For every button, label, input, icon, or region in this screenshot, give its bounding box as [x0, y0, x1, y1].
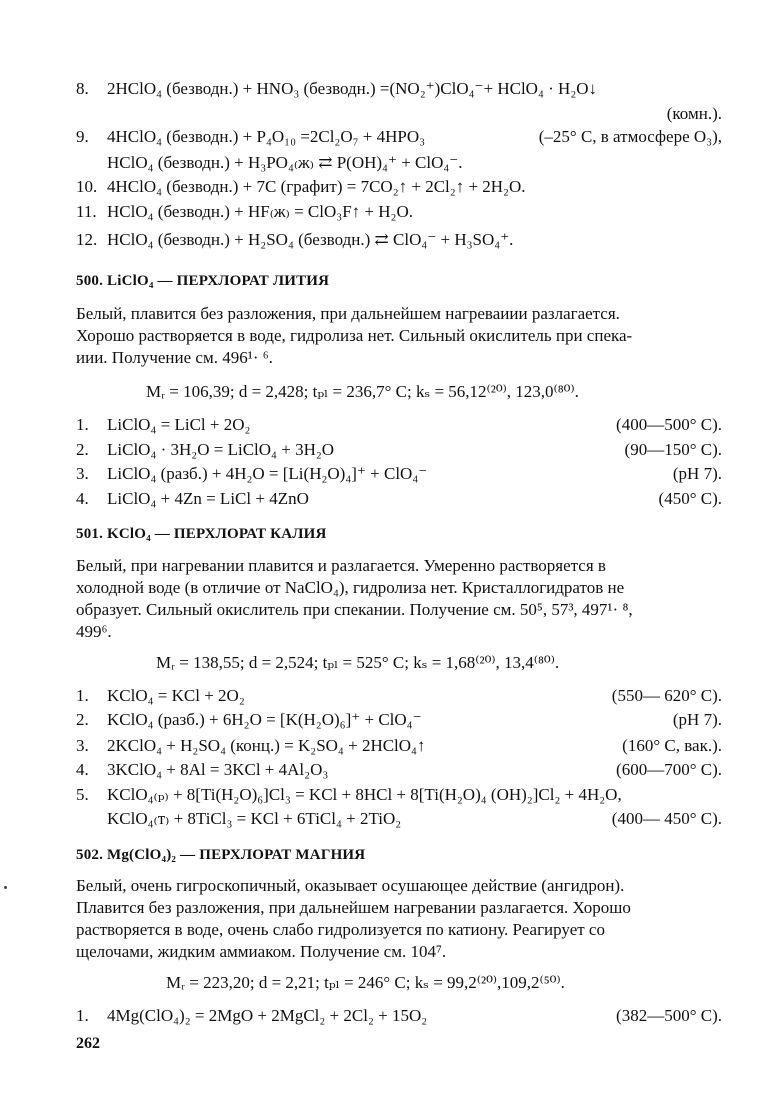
physical-constants: Mᵣ = 223,20; d = 2,21; tₚₗ = 246° C; kₛ = 99,2⁽²⁰⁾,109,2⁽⁵⁰⁾.: [166, 973, 565, 992]
paragraph-line: иии. Получение см. 496¹· ⁶.: [76, 348, 273, 368]
section-paragraph: [76, 875, 724, 963]
paragraph-line: холодной воде (в отличие от NaClO₄), гидролиза нет. Кристаллогидратов не: [76, 578, 625, 598]
scan-speck: [4, 886, 7, 889]
reaction-equation: KClO₄₍ₚ₎ + 8[Ti(H₂O)₆]Cl₃ = KCl + 8HCl + 8[Ti(H₂O)₄ (OH)₂]Cl₂ + 4H₂O,: [107, 785, 622, 804]
page-number: 262: [76, 1035, 100, 1052]
reaction-condition: (комн.).: [666, 104, 722, 123]
reaction-number: 12.: [76, 230, 98, 249]
paragraph-line: Белый, при нагревании плавится и разлагается. Умеренно растворяется в: [76, 556, 606, 575]
reaction-equation: 4HClO₄ (безводн.) + 7C (графит) = 7CO₂↑ + 2Cl₂↑ + 2H₂O.: [107, 177, 526, 196]
reaction-equation: 2KClO₄ + H₂SO₄ (конц.) = K₂SO₄ + 2HClO₄↑: [107, 736, 426, 755]
reaction-number: 2.: [76, 710, 89, 729]
reaction-condition: (400—500° C).: [616, 415, 722, 434]
reaction-equation: KClO₄₍т₎ + 8TiCl₃ = KCl + 6TiCl₄ + 2TiO₂: [107, 809, 402, 828]
section-heading: 502. Mg(ClO₄)₂ — ПЕРХЛОРАТ МАГНИЯ: [76, 847, 366, 863]
reaction-condition: (160° C, вак.).: [622, 736, 722, 755]
reaction-equation: 4Mg(ClO₄)₂ = 2MgO + 2MgCl₂ + 2Cl₂ + 15O₂: [107, 1006, 428, 1025]
section-paragraph: [76, 303, 724, 369]
reaction-condition: (90—150° C).: [624, 440, 722, 459]
reaction-number: 2.: [76, 440, 89, 459]
reaction-equation: LiClO₄ (разб.) + 4H₂O = [Li(H₂O)₄]⁺ + ClO₄⁻: [107, 464, 428, 483]
reaction-condition: (600—700° C).: [616, 760, 722, 779]
paragraph-line: Белый, очень гигроскопичный, оказывает осушающее действие (ангидрон).: [76, 876, 625, 895]
reaction-condition: (–25° C, в атмосфере O₃),: [538, 127, 722, 146]
section-heading: 500. LiClO₄ — ПЕРХЛОРАТ ЛИТИЯ: [76, 273, 330, 289]
reaction-equation: HClO₄ (безводн.) + H₃PO₄₍ж₎ ⇄ P(OH)₄⁺ + ClO₄⁻.: [107, 153, 463, 172]
paragraph-line: 499⁶.: [76, 622, 112, 642]
reaction-condition: (pH 7).: [672, 710, 722, 729]
reaction-condition: (pH 7).: [672, 464, 722, 483]
reaction-equation: 4HClO₄ (безводн.) + P₄O₁₀ =2Cl₂O₇ + 4HPO₃: [107, 127, 426, 146]
paragraph-line: щелочами, жидким аммиаком. Получение см. 104⁷.: [76, 942, 447, 962]
reaction-number: 3.: [76, 736, 89, 755]
reaction-number: 3.: [76, 464, 89, 483]
reaction-number: 9.: [76, 127, 89, 146]
reaction-condition: (400— 450° C).: [611, 809, 722, 828]
reaction-equation: HClO₄ (безводн.) + H₂SO₄ (безводн.) ⇄ ClO₄⁻ + H₃SO₄⁺.: [107, 230, 514, 249]
reaction-equation: 3KClO₄ + 8Al = 3KCl + 4Al₂O₃: [107, 760, 329, 779]
reaction-condition: (550— 620° C).: [611, 686, 722, 705]
reaction-number: 1.: [76, 686, 89, 705]
reaction-number: 8.: [76, 79, 89, 98]
reaction-condition: (450° C).: [658, 489, 722, 508]
reaction-equation: HClO₄ (безводн.) + HF₍ж₎ = ClO₃F↑ + H₂O.: [107, 202, 413, 221]
reaction-number: 11.: [76, 202, 97, 221]
reaction-equation: KClO₄ (разб.) + 6H₂O = [K(H₂O)₆]⁺ + ClO₄⁻: [107, 710, 422, 729]
physical-constants: Mᵣ = 138,55; d = 2,524; tₚₗ = 525° C; kₛ = 1,68⁽²⁰⁾, 13,4⁽⁸⁰⁾.: [156, 653, 560, 672]
paragraph-line: образует. Сильный окислитель при спекании. Получение см. 50⁵, 57³, 497¹· ⁸,: [76, 600, 633, 620]
reaction-equation: 2HClO₄ (безводн.) + HNO₃ (безводн.) =(NO₂⁺)ClO₄⁻+ HClO₄ · H₂O↓: [107, 79, 598, 98]
paragraph-line: растворяется в воде, очень слабо гидролизуется по катиону. Реагирует со: [76, 920, 605, 940]
reaction-equation: LiClO₄ + 4Zn = LiCl + 4ZnO: [107, 489, 309, 508]
section-heading: 501. KClO₄ — ПЕРХЛОРАТ КАЛИЯ: [76, 526, 327, 542]
physical-constants: Mᵣ = 106,39; d = 2,428; tₚₗ = 236,7° C; kₛ = 56,12⁽²⁰⁾, 123,0⁽⁸⁰⁾.: [146, 382, 579, 401]
section-paragraph: [76, 555, 724, 643]
paragraph-line: Хорошо растворяется в воде, гидролиза нет. Сильный окислитель при спека-: [76, 326, 633, 346]
reaction-condition: (382—500° C).: [616, 1006, 722, 1025]
reaction-equation: KClO₄ = KCl + 2O₂: [107, 686, 245, 705]
reaction-number: 4.: [76, 760, 89, 779]
reaction-number: 1.: [76, 1006, 89, 1025]
paragraph-line: Плавится без разложения, при дальнейшем нагревании разлагается. Хорошо: [76, 898, 631, 918]
reaction-number: 5.: [76, 785, 89, 804]
reaction-number: 1.: [76, 415, 89, 434]
paragraph-line: Белый, плавится без разложения, при дальнейшем нагреваиии разлагается.: [76, 304, 620, 323]
reaction-equation: LiClO₄ = LiCl + 2O₂: [107, 415, 251, 434]
reaction-number: 4.: [76, 489, 89, 508]
reaction-number: 10.: [76, 177, 98, 196]
reaction-equation: LiClO₄ · 3H₂O = LiClO₄ + 3H₂O: [107, 440, 335, 459]
